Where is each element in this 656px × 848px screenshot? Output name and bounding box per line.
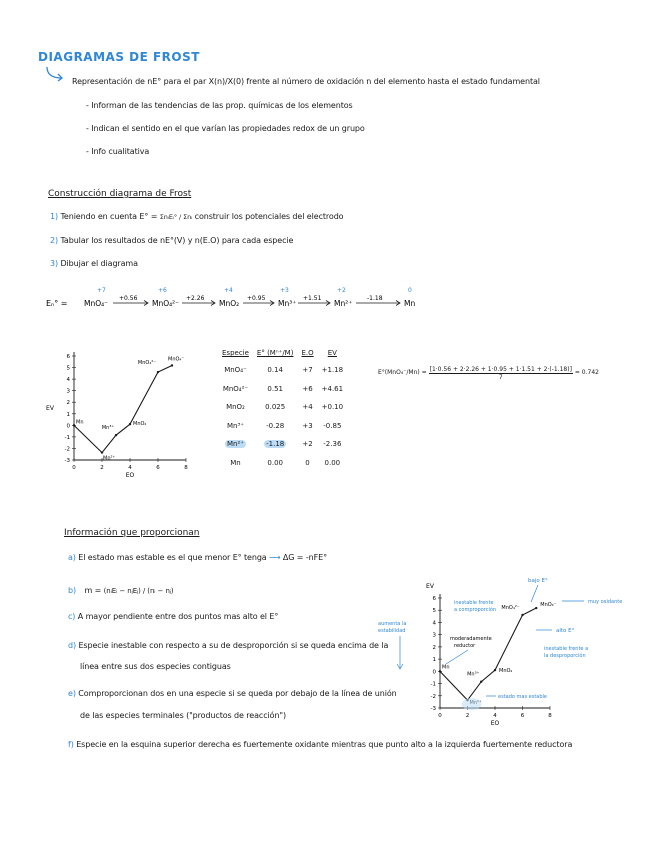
table-cell: MnO₄⁻ (224, 366, 247, 375)
table-cell: Mn (230, 458, 241, 467)
table-cell (253, 435, 298, 454)
annotated-frost-chart (378, 568, 648, 728)
step-1 (50, 212, 343, 221)
step-1-number: 1) (50, 212, 59, 221)
equation-result: = 0.742 (574, 369, 599, 376)
table-header-ev: EV (327, 349, 337, 357)
annotation-arrow (446, 650, 468, 664)
table-cell: +4 (302, 403, 313, 412)
point-label: Mn²⁺ (103, 455, 116, 462)
step-3 (50, 259, 138, 268)
table-header-potential: E° (Mⁿ⁺/M) (256, 349, 294, 357)
equation-lhs: E°(MnO₄⁻/Mn) = (378, 369, 427, 376)
annotation-desproporcion-line2: la desproporción (544, 653, 586, 659)
table-row (218, 435, 347, 454)
info-f-number: f) (68, 740, 74, 749)
info-d-number: d) (68, 641, 76, 650)
step-2 (50, 236, 293, 245)
data-point (171, 364, 173, 366)
table-cell: 0.00 (267, 458, 283, 467)
table-cell: +0.10 (321, 403, 344, 412)
highlighted-potential: -1.18 (266, 440, 285, 449)
table-cell: -0.28 (266, 421, 285, 430)
step-1-formula: ΣnᵢEᵢ° / Σnᵢ (159, 213, 193, 221)
frost-series-line (74, 365, 172, 452)
y-tick-label: 1 (432, 657, 436, 664)
y-tick-label: 6 (66, 354, 70, 360)
intro-bullet-2: - Indican el sentido en el que varían las propiedades redox de un grupo (86, 124, 365, 133)
table-cell: -0.85 (323, 421, 342, 430)
table-cell: +3 (302, 421, 313, 430)
data-point (535, 607, 537, 609)
y-tick-label: -2 (64, 446, 70, 453)
latimer-species-5: Mn²⁺ (334, 299, 353, 308)
info-b-formula: (nᵢEᵢ − nⱼEⱼ) / (nᵢ − nⱼ) (103, 587, 174, 595)
x-tick-label: 0 (72, 465, 76, 471)
intro-main-text: Representación de nE° para el par X(n)/X(0) frente al número de oxidación n del elemento hasta el estado fundamental (72, 77, 540, 86)
x-tick-label: 2 (465, 713, 470, 719)
annotation-moderadamente-line1: moderadamente (450, 636, 492, 642)
x-tick-label: 6 (156, 465, 160, 471)
info-d-text-line-2: línea entre sus dos especies contiguas (80, 662, 231, 671)
construccion-heading: Construcción diagrama de Frost (48, 189, 192, 199)
latimer-species-6: Mn (404, 299, 416, 308)
latimer-species-4: Mn³⁺ (278, 299, 297, 308)
annotation-estado-estable: estado mas estable (498, 694, 548, 700)
info-b-number: b) (68, 586, 76, 595)
highlighted-species: Mn²⁺ (226, 440, 244, 449)
info-a-arrow-text: ΔG = -nFE° (282, 553, 327, 562)
potential-equation (378, 366, 599, 381)
table-row (218, 454, 347, 473)
stable-state-highlight (462, 698, 482, 710)
table-header-row (218, 345, 347, 361)
x-tick-label: 8 (184, 465, 188, 471)
step-1-after: construir los potenciales del electrodo (194, 212, 344, 221)
table-row (218, 417, 347, 436)
table-cell: +2 (302, 440, 313, 449)
data-point (480, 681, 482, 683)
info-item-e (68, 689, 397, 698)
equation-denominator: 7 (498, 374, 503, 381)
x-tick-label: 0 (438, 713, 442, 719)
latimer-potential-2: +2.26 (186, 295, 205, 302)
annotation-bajo-e: bajo E° (528, 578, 548, 584)
point-label: MnO₂ (133, 421, 147, 428)
info-item-a (68, 553, 327, 562)
step-1-text: Teniendo en cuenta E° = (60, 212, 158, 221)
ox-state-2: +6 (158, 287, 167, 294)
point-label: MnO₂ (499, 668, 513, 675)
table-cell: +6 (302, 384, 313, 393)
y-tick-label: 1 (66, 411, 70, 418)
ox-state-4: +3 (280, 287, 289, 294)
latimer-potential-5: -1.18 (367, 295, 383, 302)
x-axis-label: EO (125, 472, 135, 479)
table-row (218, 398, 347, 417)
latimer-label: Eₙ° = (46, 299, 68, 308)
curved-arrow-icon (44, 66, 66, 84)
latimer-species-1: MnO₄⁻ (84, 299, 109, 308)
data-point (101, 451, 103, 453)
x-tick-label: 6 (520, 713, 525, 719)
x-tick-label: 4 (493, 713, 497, 719)
table-cell: 0.025 (265, 403, 286, 412)
frost-diagram-chart (42, 348, 202, 488)
info-c-number: c) (68, 612, 76, 621)
info-e-number: e) (68, 689, 76, 698)
annotation-desproporcion-line1: inestable frente a (544, 646, 589, 652)
info-heading: Información que proporcionan (64, 528, 200, 538)
y-tick-label: 3 (432, 632, 436, 639)
latimer-diagram (40, 282, 460, 316)
y-tick-label: 0 (66, 423, 70, 430)
frost-series-line (440, 608, 536, 700)
table-cell: Mn³⁺ (226, 421, 244, 430)
species-table-grid (218, 345, 347, 472)
long-arrow-icon: ⟶ (269, 553, 281, 562)
x-tick-label: 8 (548, 713, 552, 719)
table-cell: MnO₄²⁻ (222, 384, 249, 393)
intro-bullet-3: - Info cualitativa (86, 147, 150, 156)
step-3-text: Dibujar el diagrama (60, 259, 138, 268)
intro-bullet-1: - Informan de las tendencias de las prop. químicas de los elementos (86, 101, 353, 110)
latimer-potential-1: +0.56 (119, 295, 138, 302)
table-cell: MnO₂ (226, 403, 245, 412)
data-point (157, 371, 159, 373)
x-tick-label: 2 (100, 465, 104, 471)
x-axis-label: EO (490, 720, 500, 727)
step-3-number: 3) (50, 259, 59, 268)
y-tick-label: 2 (432, 644, 436, 651)
y-axis-label: EV (426, 583, 434, 590)
data-point (129, 423, 131, 425)
point-label: Mn (76, 419, 84, 426)
data-point (73, 424, 75, 426)
page-title: DIAGRAMAS DE FROST (38, 50, 200, 64)
latimer-species-3: MnO₂ (219, 299, 240, 308)
table-cell: +7 (302, 366, 313, 375)
info-b-text: m = (84, 586, 102, 595)
info-item-b (68, 586, 174, 595)
table-row (218, 380, 347, 399)
step-2-text: Tabular los resultados de nE°(V) y n(E.O) para cada especie (60, 236, 294, 245)
table-cell: +1.18 (321, 366, 344, 375)
point-label: MnO₄⁻ (540, 602, 557, 609)
annotation-muy-oxidante: muy oxidante (588, 599, 623, 605)
info-a-number: a) (68, 553, 76, 562)
table-cell (218, 435, 253, 454)
data-point (439, 670, 441, 672)
table-cell: 0.14 (267, 366, 283, 375)
step-2-number: 2) (50, 236, 59, 245)
y-tick-label: 5 (66, 365, 70, 372)
table-header-eo: E.O (301, 349, 314, 357)
table-cell: 0.00 (324, 458, 341, 467)
info-item-f (68, 740, 572, 749)
ox-state-6: 0 (408, 287, 412, 294)
species-table (218, 345, 347, 472)
y-tick-label: -1 (430, 681, 436, 688)
info-d-text: Especie inestable con respecto a su de desproporción si se queda encima de la (78, 641, 389, 650)
table-row (218, 361, 347, 380)
info-f-text: Especie en la esquina superior derecha es fuertemente oxidante mientras que punto alto a la izquierda fuertemente reductora (76, 740, 573, 749)
y-tick-label: 2 (66, 400, 70, 407)
latimer-potential-4: +1.51 (303, 295, 322, 302)
table-cell: -2.36 (323, 440, 342, 449)
y-tick-label: -3 (430, 706, 436, 712)
equation-fraction (429, 366, 573, 381)
point-label: Mn³⁺ (101, 425, 114, 432)
annotation-alto-e: alto E° (556, 628, 575, 634)
annotation-comproporcion-line1: inestable frente (454, 600, 494, 606)
y-tick-label: -2 (430, 693, 436, 700)
y-tick-label: 3 (66, 388, 70, 395)
y-tick-label: 6 (432, 596, 436, 602)
table-cell: 0.51 (267, 384, 283, 393)
point-label: Mn (442, 664, 450, 671)
y-tick-label: 0 (432, 669, 436, 676)
info-e-text-line-2: de las especies terminales ("productos de reacción") (80, 711, 287, 720)
point-label: MnO₄²⁻ (137, 360, 156, 367)
ox-state-5: +2 (337, 287, 346, 294)
data-point (115, 434, 117, 436)
point-label: Mn³⁺ (467, 671, 480, 678)
annotation-arrow (531, 585, 538, 602)
latimer-species-2: MnO₄²⁻ (152, 299, 180, 308)
info-item-d (68, 641, 388, 650)
y-tick-label: -1 (64, 434, 70, 441)
info-item-c (68, 612, 278, 621)
annotation-moderadamente-line2: reductor (454, 643, 476, 649)
point-label: MnO₄⁻ (168, 356, 185, 363)
ox-state-1: +7 (97, 287, 106, 294)
ox-state-3: +4 (224, 287, 233, 294)
annotation-comproporcion-line2: a comproporción (454, 607, 497, 613)
table-header-especie: Especie (222, 349, 249, 357)
y-tick-label: 5 (432, 608, 436, 615)
data-point (521, 614, 523, 616)
x-tick-label: 4 (128, 465, 132, 471)
y-tick-label: -3 (64, 458, 70, 464)
table-cell: +4.61 (321, 384, 344, 393)
info-c-text: A mayor pendiente entre dos puntos mas alto el E° (77, 612, 279, 621)
annotation-estabilidad-line1: aumenta la (378, 621, 407, 627)
point-label: MnO₄²⁻ (501, 604, 520, 611)
y-axis-label: EV (46, 405, 54, 412)
data-point (494, 669, 496, 671)
info-e-text: Comproporcionan dos en una especie si se queda por debajo de la línea de unión (78, 689, 397, 698)
latimer-potential-3: +0.95 (247, 295, 266, 302)
y-tick-label: 4 (432, 620, 436, 627)
annotation-estabilidad-line2: estabilidad (378, 628, 406, 634)
table-cell: 0 (305, 458, 310, 467)
y-tick-label: 4 (66, 377, 70, 384)
info-a-text: El estado mas estable es el que menor E° tenga (78, 553, 267, 562)
equation-numerator: [1·0.56 + 2·2.26 + 1·0.95 + 1·1.51 + 2·(-1.18)] (429, 366, 572, 373)
